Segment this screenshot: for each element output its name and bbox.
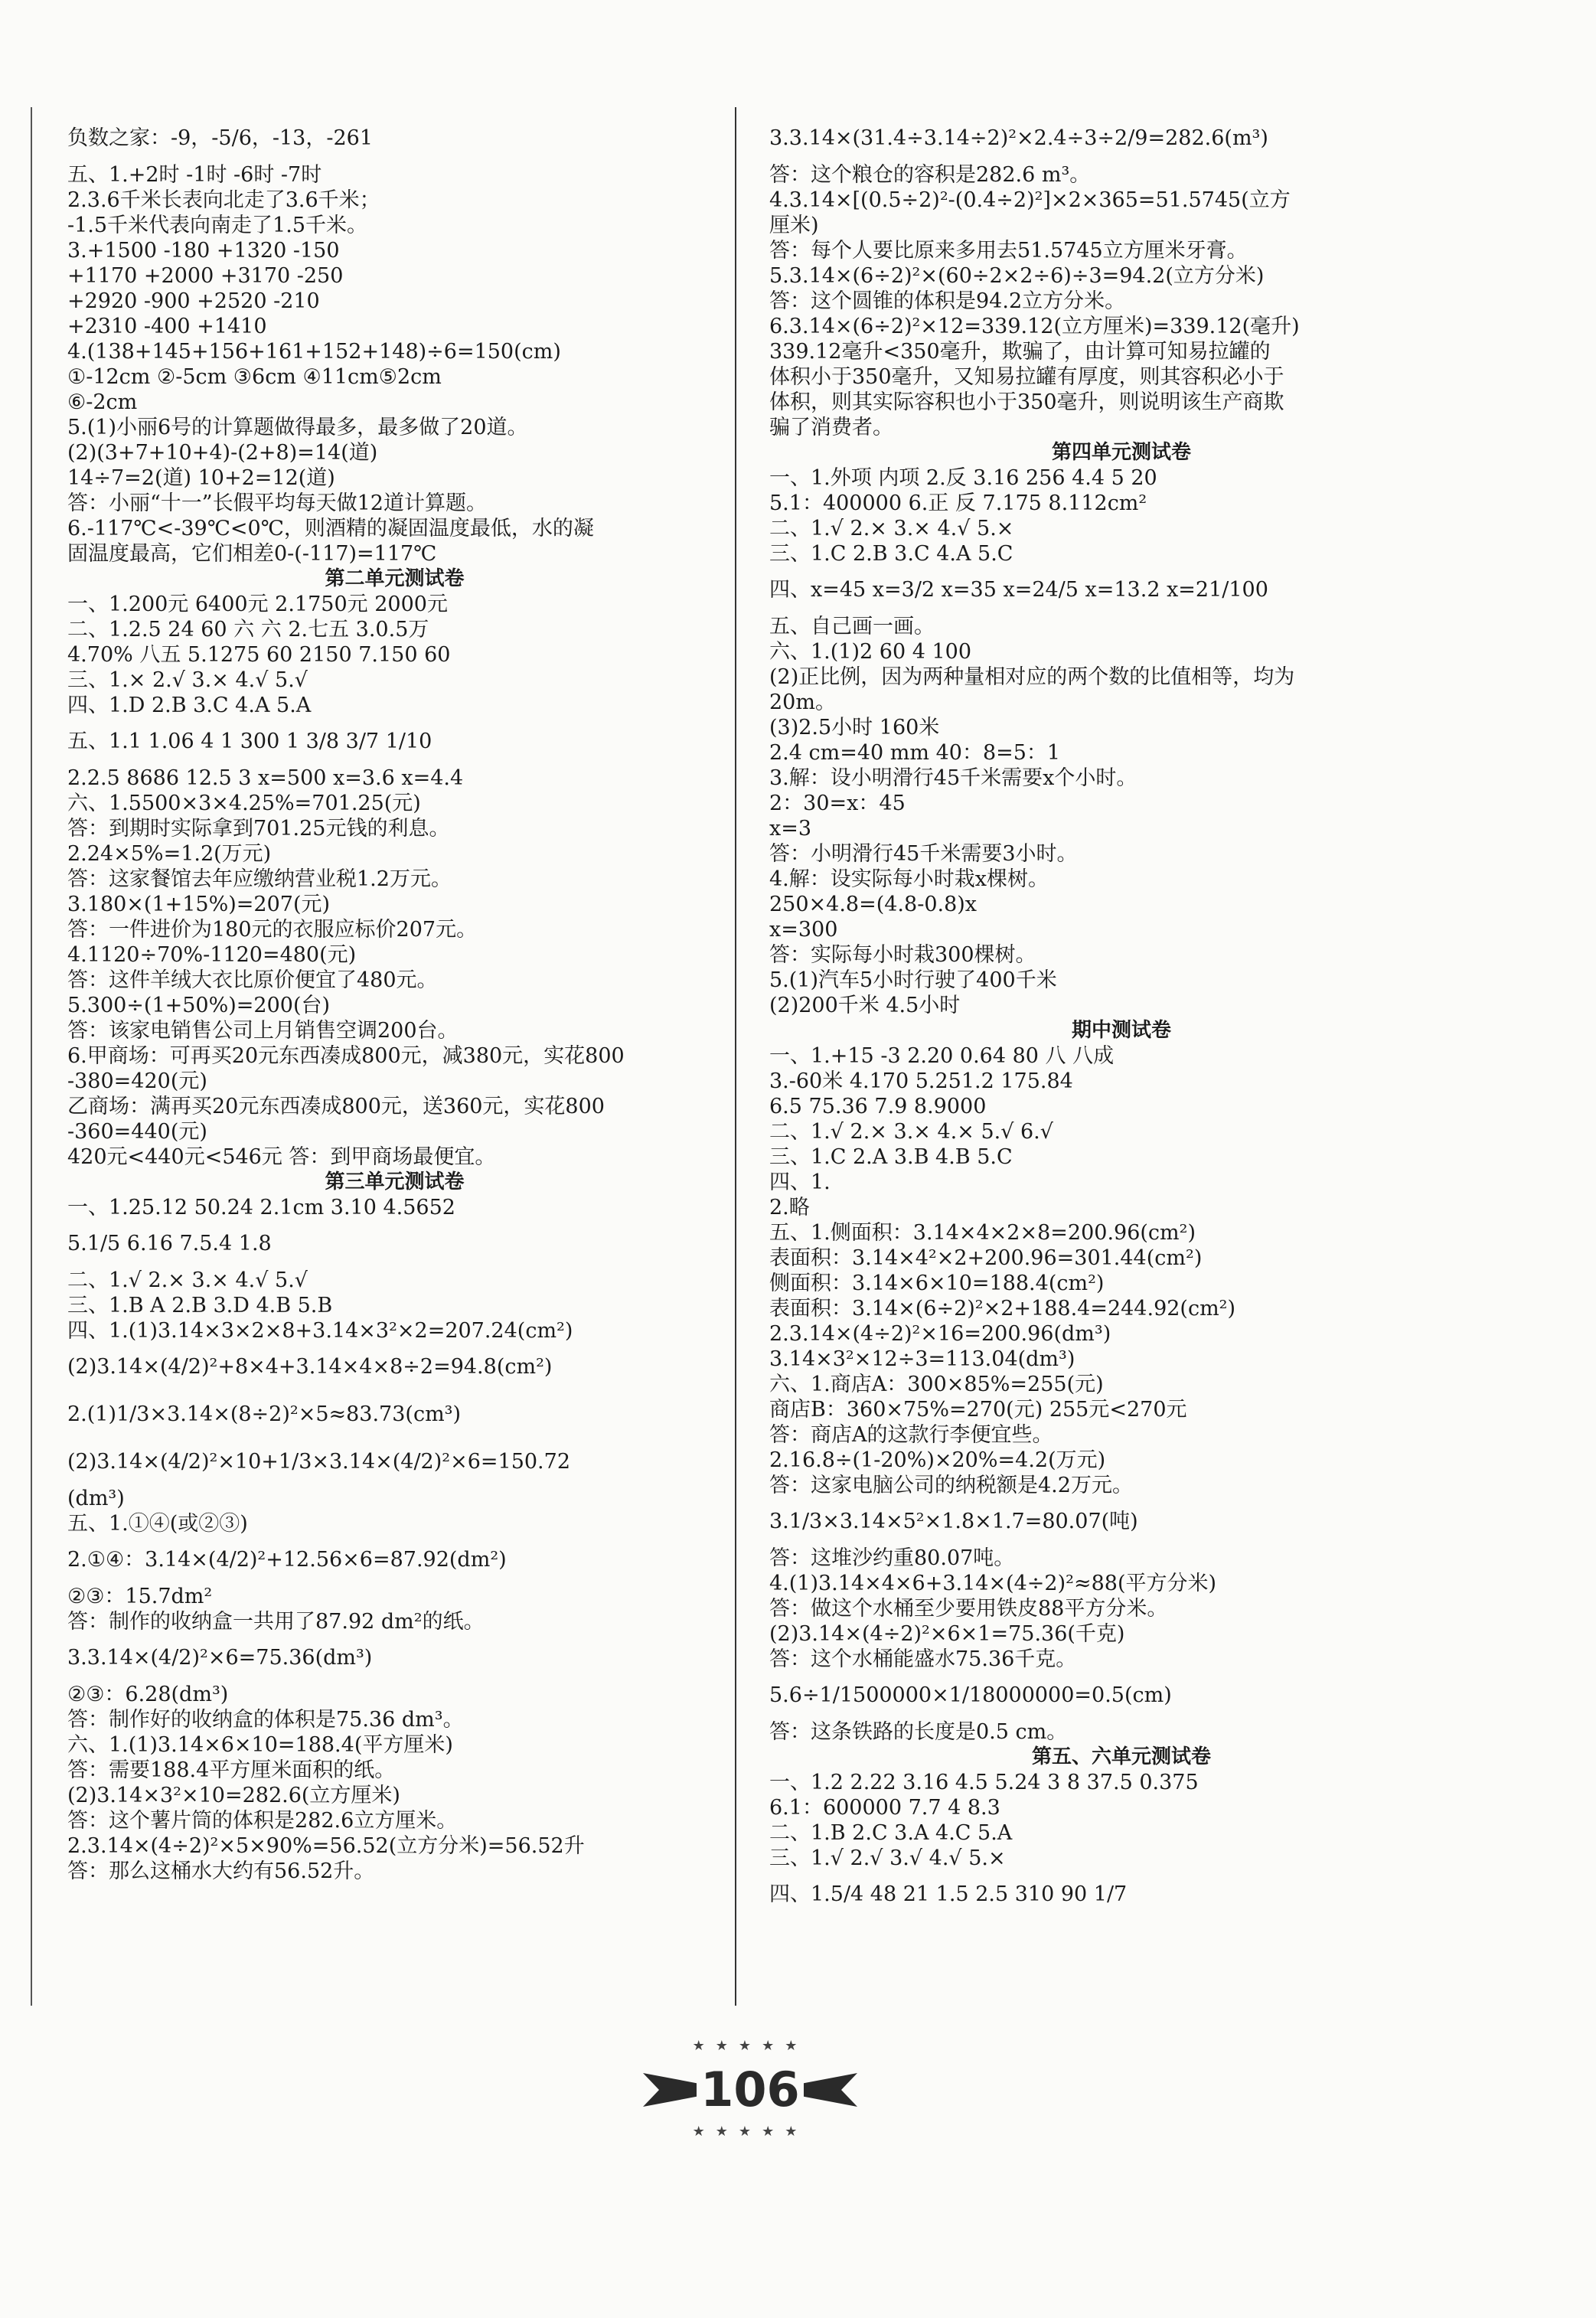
answer-line: ②③：6.28(dm³) (67, 1683, 229, 1706)
answer-line: 答：一件进价为180元的衣服应标价207元。 (67, 918, 478, 942)
answer-line: 5.1：400000 6.正 反 7.175 8.112cm² (769, 491, 1147, 515)
answer-line: 三、1.√ 2.√ 3.√ 4.√ 5.× (769, 1846, 1006, 1870)
answer-line: 5.(1)小丽6号的计算题做得最多，最多做了20道。 (67, 416, 528, 439)
left-wing-ornament (643, 2073, 697, 2107)
answer-line: 侧面积：3.14×6×10=188.4(cm²) (769, 1272, 1105, 1295)
section-heading: 期中测试卷 (1071, 1019, 1171, 1042)
answer-line: (dm³) (67, 1487, 125, 1510)
answer-line: 六、1.(1)3.14×6×10=188.4(平方厘米) (67, 1733, 453, 1757)
answer-line: 4.(138+145+156+161+152+148)÷6=150(cm) (67, 340, 561, 364)
answer-line: 四、1.(1)3.14×3×2×8+3.14×3²×2=207.24(cm²) (67, 1319, 573, 1343)
answer-line: 三、1.B A 2.B 3.D 4.B 5.B (67, 1294, 333, 1317)
answer-line: 5.300÷(1+50%)=200(台) (67, 994, 331, 1017)
answer-line: 答：这家电脑公司的纳税额是4.2万元。 (769, 1474, 1133, 1497)
page-number-badge (658, 2038, 842, 2140)
section-heading: 第三单元测试卷 (325, 1170, 465, 1193)
answer-line: 2.24×5%=1.2(万元) (67, 842, 272, 866)
section-heading: 第二单元测试卷 (325, 567, 465, 590)
answer-line: 答：这件羊绒大衣比原价便宜了480元。 (67, 968, 438, 992)
answer-line: 三、1.C 2.A 3.B 4.B 5.C (769, 1145, 1013, 1169)
answer-line: 表面积：3.14×4²×2+200.96=301.44(cm²) (769, 1246, 1203, 1270)
answer-line: (2)3.14×3²×10=282.6(立方厘米) (67, 1784, 400, 1807)
answer-line: 二、1.√ 2.× 3.× 4.× 5.√ 6.√ (769, 1120, 1053, 1144)
answer-line: 五、1.+2时 -1时 -6时 -7时 (67, 163, 322, 187)
answer-line: 4.70% 八五 5.1275 60 2150 7.150 60 (67, 643, 451, 667)
page-number: 106 (700, 2062, 800, 2117)
answer-line: (3)2.5小时 160米 (769, 716, 940, 739)
answer-line: 答：这个水桶能盛水75.36千克。 (769, 1647, 1077, 1671)
answer-line: 四、1.D 2.B 3.C 4.A 5.A (67, 694, 312, 717)
column-divider (735, 107, 736, 2006)
answer-line: 一、1.200元 6400元 2.1750元 2000元 (67, 593, 448, 616)
answer-line: 3.3.14×(4/2)²×6=75.36(dm³) (67, 1646, 373, 1670)
answer-line: 二、1.√ 2.× 3.× 4.√ 5.× (769, 517, 1014, 540)
answer-line: 20m。 (769, 691, 836, 714)
answer-line: ⑥-2cm (67, 390, 138, 414)
answer-line: 答：这家餐馆去年应缴纳营业税1.2万元。 (67, 867, 452, 891)
answer-line: 骗了消费者。 (769, 416, 893, 439)
answer-line: (2)3.14×(4÷2)²×6×1=75.36(千克) (769, 1622, 1125, 1646)
answer-line: (2)(3+7+10+4)-(2+8)=14(道) (67, 441, 378, 465)
answer-line: 2：30=x：45 (769, 792, 906, 815)
answer-line: 五、1.①④(或②③) (67, 1512, 248, 1536)
answer-line: 五、1.1 1.06 4 1 300 1 3/8 3/7 1/10 (67, 730, 432, 753)
answer-line: 五、1.侧面积：3.14×4×2×8=200.96(cm²) (769, 1221, 1196, 1245)
answer-line: 5.6÷1/1500000×1/18000000=0.5(cm) (769, 1683, 1172, 1707)
answer-line: 2.3.6千米长表向北走了3.6千米； (67, 188, 380, 212)
answer-line: (2)3.14×(4/2)²+8×4+3.14×4×8÷2=94.8(cm²) (67, 1355, 553, 1379)
answer-line: 厘米) (769, 214, 819, 237)
answer-line: 表面积：3.14×(6÷2)²×2+188.4=244.92(cm²) (769, 1297, 1236, 1321)
answer-line: 2.(1)1/3×3.14×(8÷2)²×5≈83.73(cm³) (67, 1402, 462, 1426)
answer-line: 3.14×3²×12÷3=113.04(dm³) (769, 1347, 1075, 1371)
answer-line: 6.5 75.36 7.9 8.9000 (769, 1095, 987, 1118)
answer-line: 答：制作的收纳盒一共用了87.92 dm²的纸。 (67, 1610, 485, 1634)
answer-line: 2.2.5 8686 12.5 3 x=500 x=3.6 x=4.4 (67, 766, 464, 790)
answer-line: 体积，则其实际容积也小于350毫升，则说明该生产商欺 (769, 390, 1284, 414)
answer-line: 4.1120÷70%-1120=480(元) (67, 943, 357, 967)
answer-line: 3.1/3×3.14×5²×1.8×1.7=80.07(吨) (769, 1510, 1138, 1533)
answer-line: 6.3.14×(6÷2)²×12=339.12(立方厘米)=339.12(毫升) (769, 315, 1300, 338)
answer-line: 三、1.× 2.√ 3.× 4.√ 5.√ (67, 668, 308, 692)
answer-line: 250×4.8=(4.8-0.8)x (769, 893, 978, 916)
answer-line: 答：到期时实际拿到701.25元钱的利息。 (67, 817, 450, 841)
answer-line: (2)3.14×(4/2)²×10+1/3×3.14×(4/2)²×6=150.72 (67, 1450, 570, 1474)
answer-line: 5.(1)汽车5小时行驶了400千米 (769, 968, 1057, 992)
answer-line: 六、1.商店A：300×85%=255(元) (769, 1373, 1104, 1396)
answer-line: +2920 -900 +2520 -210 (67, 289, 320, 313)
answer-line: 四、x=45 x=3/2 x=35 x=24/5 x=13.2 x=21/100 (769, 578, 1268, 602)
answer-line: 答：制作好的收纳盒的体积是75.36 dm³。 (67, 1708, 464, 1732)
answer-line: 答：这个圆锥的体积是94.2立方分米。 (769, 289, 1126, 313)
answer-line: 5.3.14×(6÷2)²×(60÷2×2÷6)÷3=94.2(立方分米) (769, 264, 1265, 288)
answer-line: 一、1.+15 -3 2.20 0.64 80 八 八成 (769, 1044, 1115, 1068)
answer-line: 答：这堆沙约重80.07吨。 (769, 1546, 1015, 1570)
answer-line: 负数之家：-9，-5/6，-13，-261 (67, 126, 374, 150)
answer-line: 14÷7=2(道) 10+2=12(道) (67, 466, 335, 490)
answer-line: 四、1. (769, 1170, 831, 1194)
answer-line: 2.3.14×(4÷2)²×5×90%=56.52(立方分米)=56.52升 (67, 1834, 585, 1858)
answer-line: 答：那么这桶水大约有56.52升。 (67, 1859, 375, 1883)
answer-line: +1170 +2000 +3170 -250 (67, 264, 344, 288)
answer-line: 答：做这个水桶至少要用铁皮88平方分米。 (769, 1597, 1168, 1621)
answer-line: 2.略 (769, 1196, 810, 1219)
answer-line: +2310 -400 +1410 (67, 315, 267, 338)
answer-line: 五、自己画一画。 (769, 615, 935, 638)
answer-line: 一、1.25.12 50.24 2.1cm 3.10 4.5652 (67, 1196, 455, 1219)
answer-line: 4.解：设实际每小时栽x棵树。 (769, 867, 1049, 891)
answer-line: 答：小明滑行45千米需要3小时。 (769, 842, 1078, 866)
answer-line: 六、1.5500×3×4.25%=701.25(元) (67, 792, 421, 815)
answer-line: 答：这个薯片筒的体积是282.6立方厘米。 (67, 1809, 458, 1833)
answer-line: 4.3.14×[(0.5÷2)²-(0.4÷2)²]×2×365=51.5745(立方 (769, 188, 1291, 212)
answer-column-left (67, 115, 722, 1884)
answer-line: 答：实际每小时栽300棵树。 (769, 943, 1036, 967)
answer-line: 6.1：600000 7.7 4 8.3 (769, 1796, 1000, 1820)
answer-line: 答：每个人要比原来多用去51.5745立方厘米牙膏。 (769, 239, 1248, 263)
star-decoration-bottom: ★★★★★ (692, 2124, 808, 2140)
answer-line: x=300 (769, 918, 838, 942)
answer-line: -1.5千米代表向南走了1.5千米。 (67, 214, 368, 237)
answer-line: (2)200千米 4.5小时 (769, 994, 961, 1017)
answer-line: -380=420(元) (67, 1069, 207, 1093)
answer-line: 420元<440元<546元 答：到甲商场最便宜。 (67, 1145, 496, 1169)
answer-line: 答：该家电销售公司上月销售空调200台。 (67, 1019, 459, 1043)
star-decoration-top: ★★★★★ (692, 2038, 808, 2054)
answer-line: 答：小丽“十一”长假平均每天做12道计算题。 (67, 491, 487, 515)
answer-line: 3.解：设小明滑行45千米需要x个小时。 (769, 766, 1137, 790)
answer-line: 二、1.√ 2.× 3.× 4.√ 5.√ (67, 1268, 308, 1292)
answer-column-right (769, 115, 1474, 1918)
answer-line: 二、1.2.5 24 60 六 六 2.七五 3.0.5万 (67, 618, 429, 642)
answer-line: 2.3.14×(4÷2)²×16=200.96(dm³) (769, 1322, 1111, 1346)
answer-line: 4.(1)3.14×4×6+3.14×(4÷2)²≈88(平方分米) (769, 1572, 1217, 1595)
answer-line: (2)正比例，因为两种量相对应的两个数的比值相等，均为 (769, 665, 1295, 689)
section-heading: 第四单元测试卷 (1051, 441, 1191, 464)
answer-line: 答：需要188.4平方厘米面积的纸。 (67, 1758, 396, 1782)
answer-line: 5.1/5 6.16 7.5.4 1.8 (67, 1232, 272, 1255)
answer-line: ②③：15.7dm² (67, 1585, 213, 1608)
answer-line: 答：这条铁路的长度是0.5 cm。 (769, 1720, 1068, 1744)
answer-line: 339.12毫升<350毫升，欺骗了，由计算可知易拉罐的 (769, 340, 1271, 364)
answer-line: 商店B：360×75%=270(元) 255元<270元 (769, 1398, 1187, 1422)
answer-line: 答：商店A的这款行李便宜些。 (769, 1423, 1053, 1447)
answer-line: 2.4 cm=40 mm 40：8=5：1 (769, 741, 1061, 765)
answer-line: 3.180×(1+15%)=207(元) (67, 893, 331, 916)
section-heading: 第五、六单元测试卷 (1031, 1745, 1211, 1768)
margin-rule (31, 107, 32, 2006)
answer-line: 六、1.(1)2 60 4 100 (769, 640, 972, 664)
answer-line: 2.16.8÷(1-20%)×20%=4.2(万元) (769, 1448, 1106, 1472)
right-wing-ornament (804, 2073, 857, 2107)
answer-line: 乙商场：满再买20元东西凑成800元，送360元，实花800 (67, 1095, 605, 1118)
answer-line: 3.3.14×(31.4÷3.14÷2)²×2.4÷3÷2/9=282.6(m³) (769, 126, 1268, 150)
answer-line: -360=440(元) (67, 1120, 207, 1144)
answer-line: 固温度最高，它们相差0-(-117)=117℃ (67, 542, 437, 566)
answer-line: 3.+1500 -180 +1320 -150 (67, 239, 340, 263)
answer-line: 三、1.C 2.B 3.C 4.A 5.C (769, 542, 1013, 566)
answer-line: x=3 (769, 817, 812, 841)
answer-line: 二、1.B 2.C 3.A 4.C 5.A (769, 1821, 1013, 1845)
answer-line: 一、1.2 2.22 3.16 4.5 5.24 3 8 37.5 0.375 (769, 1771, 1199, 1794)
answer-line: 答：这个粮仓的容积是282.6 m³。 (769, 163, 1091, 187)
answer-line: 3.-60米 4.170 5.251.2 175.84 (769, 1069, 1073, 1093)
answer-line: 一、1.外项 内项 2.反 3.16 256 4.4 5 20 (769, 466, 1157, 490)
answer-line: 6.甲商场：可再买20元东西凑成800元，减380元，实花800 (67, 1044, 625, 1068)
answer-line: 体积小于350毫升，又知易拉罐有厚度，则其容积必小于 (769, 365, 1284, 389)
answer-line: 四、1.5/4 48 21 1.5 2.5 310 90 1/7 (769, 1882, 1128, 1906)
answer-line: 6.-117℃<-39℃<0℃，则酒精的凝固温度最低，水的凝 (67, 517, 594, 540)
answer-line: ①-12cm ②-5cm ③6cm ④11cm⑤2cm (67, 365, 442, 389)
answer-line: 2.①④：3.14×(4/2)²+12.56×6=87.92(dm²) (67, 1548, 507, 1572)
